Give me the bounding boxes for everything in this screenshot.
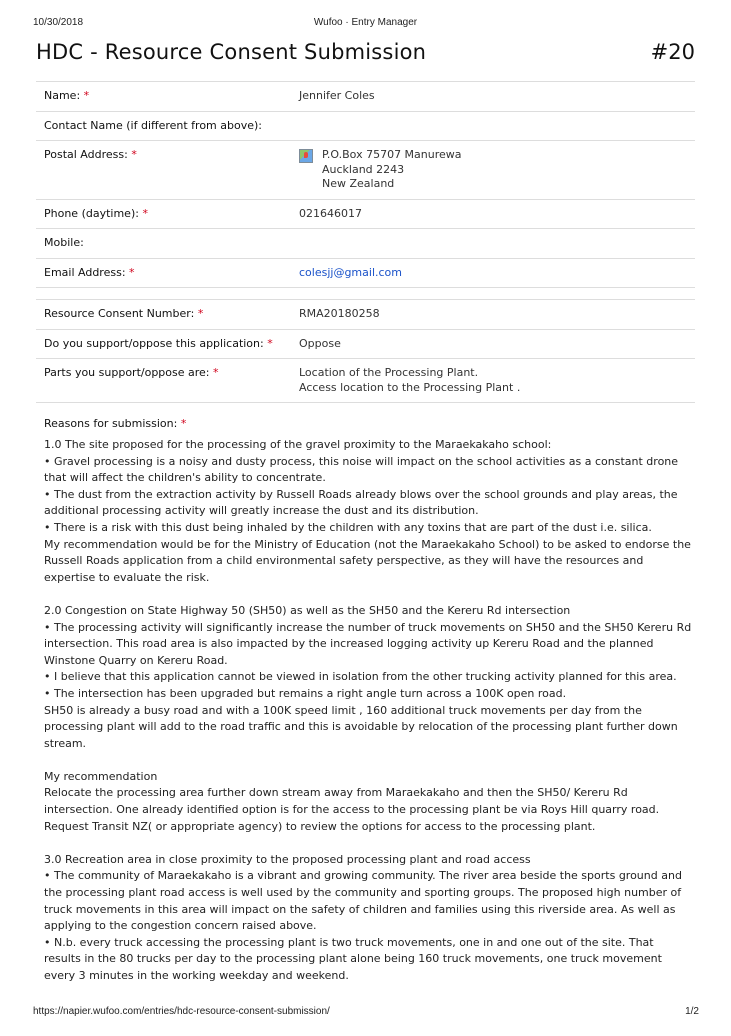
field-value-phone: 021646017 xyxy=(292,199,695,229)
print-title: Wufoo · Entry Manager xyxy=(313,17,418,28)
address-line: P.O.Box 75707 Manurewa xyxy=(322,148,462,161)
required-marker: * xyxy=(83,89,90,102)
field-value-name: Jennifer Coles xyxy=(292,82,695,112)
required-marker: * xyxy=(267,336,273,350)
reason-paragraph: My recommendation xyxy=(44,769,158,783)
paragraph-gap xyxy=(44,752,692,769)
page-title: HDC - Resource Consent Submission xyxy=(36,40,427,64)
reason-paragraph: My recommendation would be for the Ministry of Education (not the Maraekakaho School) to be asked to endorse the Russell Roads application from a child environmental safety perspective, as they will have the resources and expertise to evaluate the risk. xyxy=(44,537,691,584)
reason-paragraph: • The dust from the extraction activity by Russell Roads already blows over the school grounds and play areas, the additional processing activity will greatly increase the dust and its distribution. xyxy=(44,487,678,518)
field-value-parts xyxy=(292,359,695,403)
required-marker: * xyxy=(197,307,204,320)
reason-paragraph: • There is a risk with this dust being inhaled by the children with any toxins that are part of the dust i.e. silica. xyxy=(44,520,652,534)
parts-line: Location of the Processing Plant. xyxy=(299,366,479,379)
field-label: Postal Address: * xyxy=(36,141,292,200)
section-spacer xyxy=(36,288,695,300)
field-row-consent-number xyxy=(36,300,695,330)
print-header xyxy=(0,17,731,31)
field-value-contact-name xyxy=(292,111,695,141)
print-date: 10/30/2018 xyxy=(33,17,84,28)
field-value-consent-number: RMA20180258 xyxy=(292,300,695,330)
reason-paragraph: Relocate the processing area further down stream away from Maraekakaho and then the SH50/ Kereru Rd intersection. One already identified option is for the access to the processing plant be via Roys Hill quarry road. xyxy=(44,786,660,817)
field-label: Phone (daytime): * xyxy=(36,199,292,229)
required-marker: * xyxy=(129,265,135,279)
field-label: Parts you support/oppose are: * xyxy=(36,359,292,403)
print-url: https://napier.wufoo.com/entries/hdc-resource-consent-submission/ xyxy=(33,1006,330,1017)
field-row-mobile xyxy=(36,229,695,259)
reason-paragraph: 3.0 Recreation area in close proximity to the proposed processing plant and road access xyxy=(44,852,531,866)
reason-paragraph: • The processing activity will significantly increase the number of truck movements on SH50 and the SH50 Kereru Rd intersection. This road area is also impacted by the increased logging activity up Kereru Road and the planned Winstone Quarry on Kereru Road. xyxy=(44,620,692,667)
field-label: Resource Consent Number: * xyxy=(36,300,292,330)
field-row-email xyxy=(36,258,695,288)
required-marker: * xyxy=(213,366,219,379)
reason-paragraph: 1.0 The site proposed for the processing of the gravel proximity to the Maraekakaho school: xyxy=(44,438,552,451)
print-footer xyxy=(0,1006,731,1020)
required-marker: * xyxy=(131,148,137,161)
paragraph-gap xyxy=(44,586,692,603)
field-row-parts xyxy=(36,359,695,403)
field-row-contact-name xyxy=(36,111,695,141)
field-label: Do you support/oppose this application: * xyxy=(36,329,292,359)
field-value-support-oppose: Oppose xyxy=(292,329,695,359)
field-label: Contact Name (if different from above): xyxy=(36,111,292,141)
reason-paragraph: 2.0 Congestion on State Highway 50 (SH50) as well as the SH50 and the Kereru Rd intersection xyxy=(44,603,571,617)
parts-line: Access location to the Processing Plant . xyxy=(299,380,521,394)
reason-paragraph: • N.b. every truck accessing the processing plant is two truck movements, one in and one out of the site. That results in the 80 trucks per day to the processing plant alone being 160 truck movements, one truck movement every 3 minutes in the working weekday and weekend. xyxy=(44,935,662,982)
page-number: 1/2 xyxy=(685,1006,699,1017)
field-value-mobile xyxy=(292,229,695,259)
reason-paragraph: • The intersection has been upgraded but remains a right angle turn across a 100K open road. xyxy=(44,686,567,700)
reason-paragraph: • The community of Maraekakaho is a vibrant and growing community. The river area beside the sports ground and the processing plant road access is well used by the community and sporting groups. The proposed high number of truck movements in this area will impact on the safety of children and families using this riverside area. As well as applying to the congestion concern raised above. xyxy=(44,869,682,933)
field-row-support-oppose xyxy=(36,329,695,359)
map-icon[interactable] xyxy=(299,149,313,163)
reason-paragraph: SH50 is already a busy road and with a 100K speed limit , 160 additional truck movements per day from the processing plant will add to the road traffic and this is avoidable by relocation of the processing plant further down stream. xyxy=(44,703,678,750)
entry-number: #20 xyxy=(650,40,695,64)
reasons-label: Reasons for submission: * xyxy=(44,417,187,430)
field-label: Mobile: xyxy=(36,229,292,259)
reason-paragraph: Request Transit NZ( or appropriate agency) to review the options for access to the processing plant. xyxy=(44,819,596,833)
entry-fields-table xyxy=(36,81,695,403)
address-line: Auckland 2243 xyxy=(322,162,405,176)
address-line: New Zealand xyxy=(322,177,395,190)
reason-paragraph: • Gravel processing is a noisy and dusty process, this noise will impact on the school activities as a constant drone that will affect the children's ability to concentrate. xyxy=(44,454,679,485)
field-row-postal-address xyxy=(36,141,695,200)
required-marker: * xyxy=(142,206,148,220)
email-link[interactable]: colesjj@gmail.com xyxy=(299,265,402,279)
field-value-postal-address xyxy=(292,141,695,200)
reason-paragraph: • I believe that this application cannot be viewed in isolation from the other trucking activity planned for this area. xyxy=(44,670,677,684)
required-marker: * xyxy=(180,417,187,430)
field-label: Name: * xyxy=(36,82,292,112)
field-label: Email Address: * xyxy=(36,258,292,288)
paragraph-gap xyxy=(44,835,692,852)
reasons-body xyxy=(44,437,692,985)
field-row-name xyxy=(36,82,695,112)
field-row-phone xyxy=(36,199,695,229)
